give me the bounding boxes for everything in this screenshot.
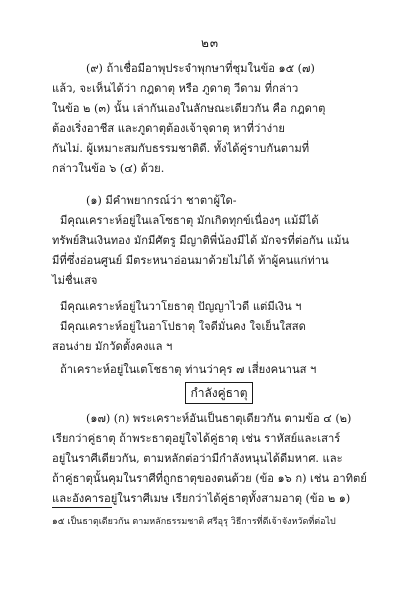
para2-line-5: ไม่ชื่นเสจ <box>52 274 98 287</box>
para4-line-1: (๑๗) (ก) พระเคราะห์อันเป็นธาตุเดียวกัน ตามข้อ ๔ (๒) <box>86 412 352 425</box>
footnote-divider <box>52 507 112 508</box>
footnote: ๑๕ เป็นธาตุเดียวกัน ตามหลักธรรมชาติ ศรีอุรุ วิธีการที่ดีเจ้าจังหวัดที่ต่อไป <box>52 517 336 527</box>
para1-line-6: กล่าวในข้อ ๖ (๔) ด้วย. <box>52 162 165 175</box>
para3-line-3: สอนง่าย มักวัดตั้งคงแล ฯ <box>52 340 173 353</box>
para1-line-2: แล้ว, จะเห็นได้ว่า กฎดาตุ หรือ ภูดาตุ วีดาม ที่กล่าว <box>52 82 299 95</box>
para2-line-1: (๑) มีคำพยากรณ์ว่า ชาตาผู้ใด- <box>86 194 237 207</box>
para4-line-4: ถ้าคู่ธาตุนั้นคุมในราศีที่ถูกธาตุของตนด้วย (ข้อ ๑๖ ก) เช่น อาทิตย์ <box>52 472 367 485</box>
para3-line-2: มีคุณเคราะห์อยู่ในอาโปธาตุ ใจดีมั่นคง ใจเย็นใสสด <box>60 320 306 333</box>
para4-line-5: และอังคารอยู่ในราศีเมษ เรียกว่าได้คู่ธาตุทั้งสามอาตุ (ข้อ ๒ ๑) <box>52 492 351 505</box>
para2-line-4: มีที่ซึ่งอ่อนศูนย์ มีตระหนาอ่อนมาด้วยไม่ได้ ท้าผู้คนแก่ท่าน <box>52 254 329 267</box>
para2-line-3: ทรัพย์สินเงินทอง มักมีศัตรู มีญาติพี่น้องมีได้ มักจรที่ต่อกัน แม้น <box>52 234 350 247</box>
para4-line-2: เรียกว่าคู่ธาตุ ถ้าพระธาตุอยู่ใจได้คู่ธาตุ เช่น ราหัสย์และเสาร์ <box>52 432 341 445</box>
para3-line-1: มีคุณเคราะห์อยู่ในวาโยธาตุ ปัญญาไวดี แต่มีเงิน ฯ <box>60 300 302 313</box>
para3-line-4: ถ้าเคราะห์อยู่ในเตโชธาตุ ท่านว่าคุร ๗ เสี่ยงคนานส ฯ <box>60 363 317 376</box>
para4-line-3: อยู่ในราศีเดียวกัน, ตามหลักต่อว่ามีกำลังหนุนได้ดีมหาศ. และ <box>52 452 343 465</box>
para1-line-5: กันไม่. ผู้เหมาะสมกับธรรมชาติดี. ทั้งได้คู่ราบกันตามที่ <box>52 142 310 155</box>
para1-line-1: (๙) ถ้าเชื่อมีอาพุประจำพุกษาที่ชุมในข้อ ๑๕ (๗) <box>86 62 315 75</box>
page-number: ๒๓ <box>200 36 220 50</box>
section-heading: กำลังคู่ธาตุ <box>185 382 253 404</box>
para1-line-4: ต้องเริ่งอาชีส และภูดาตุต้องเจ้าจุดาตุ หาที่ว่าง่าย <box>52 122 285 135</box>
para2-line-2: มีคุณเคราะห์อยู่ในเลโซธาตุ มักเกิดทุกข์เนื่องๆ แม้มีได้ <box>60 214 319 227</box>
para1-line-3: ในข้อ ๒ (๓) นั้น เล่ากันเองในลักษณะเดียวกัน คือ กฎดาตุ <box>52 102 326 115</box>
